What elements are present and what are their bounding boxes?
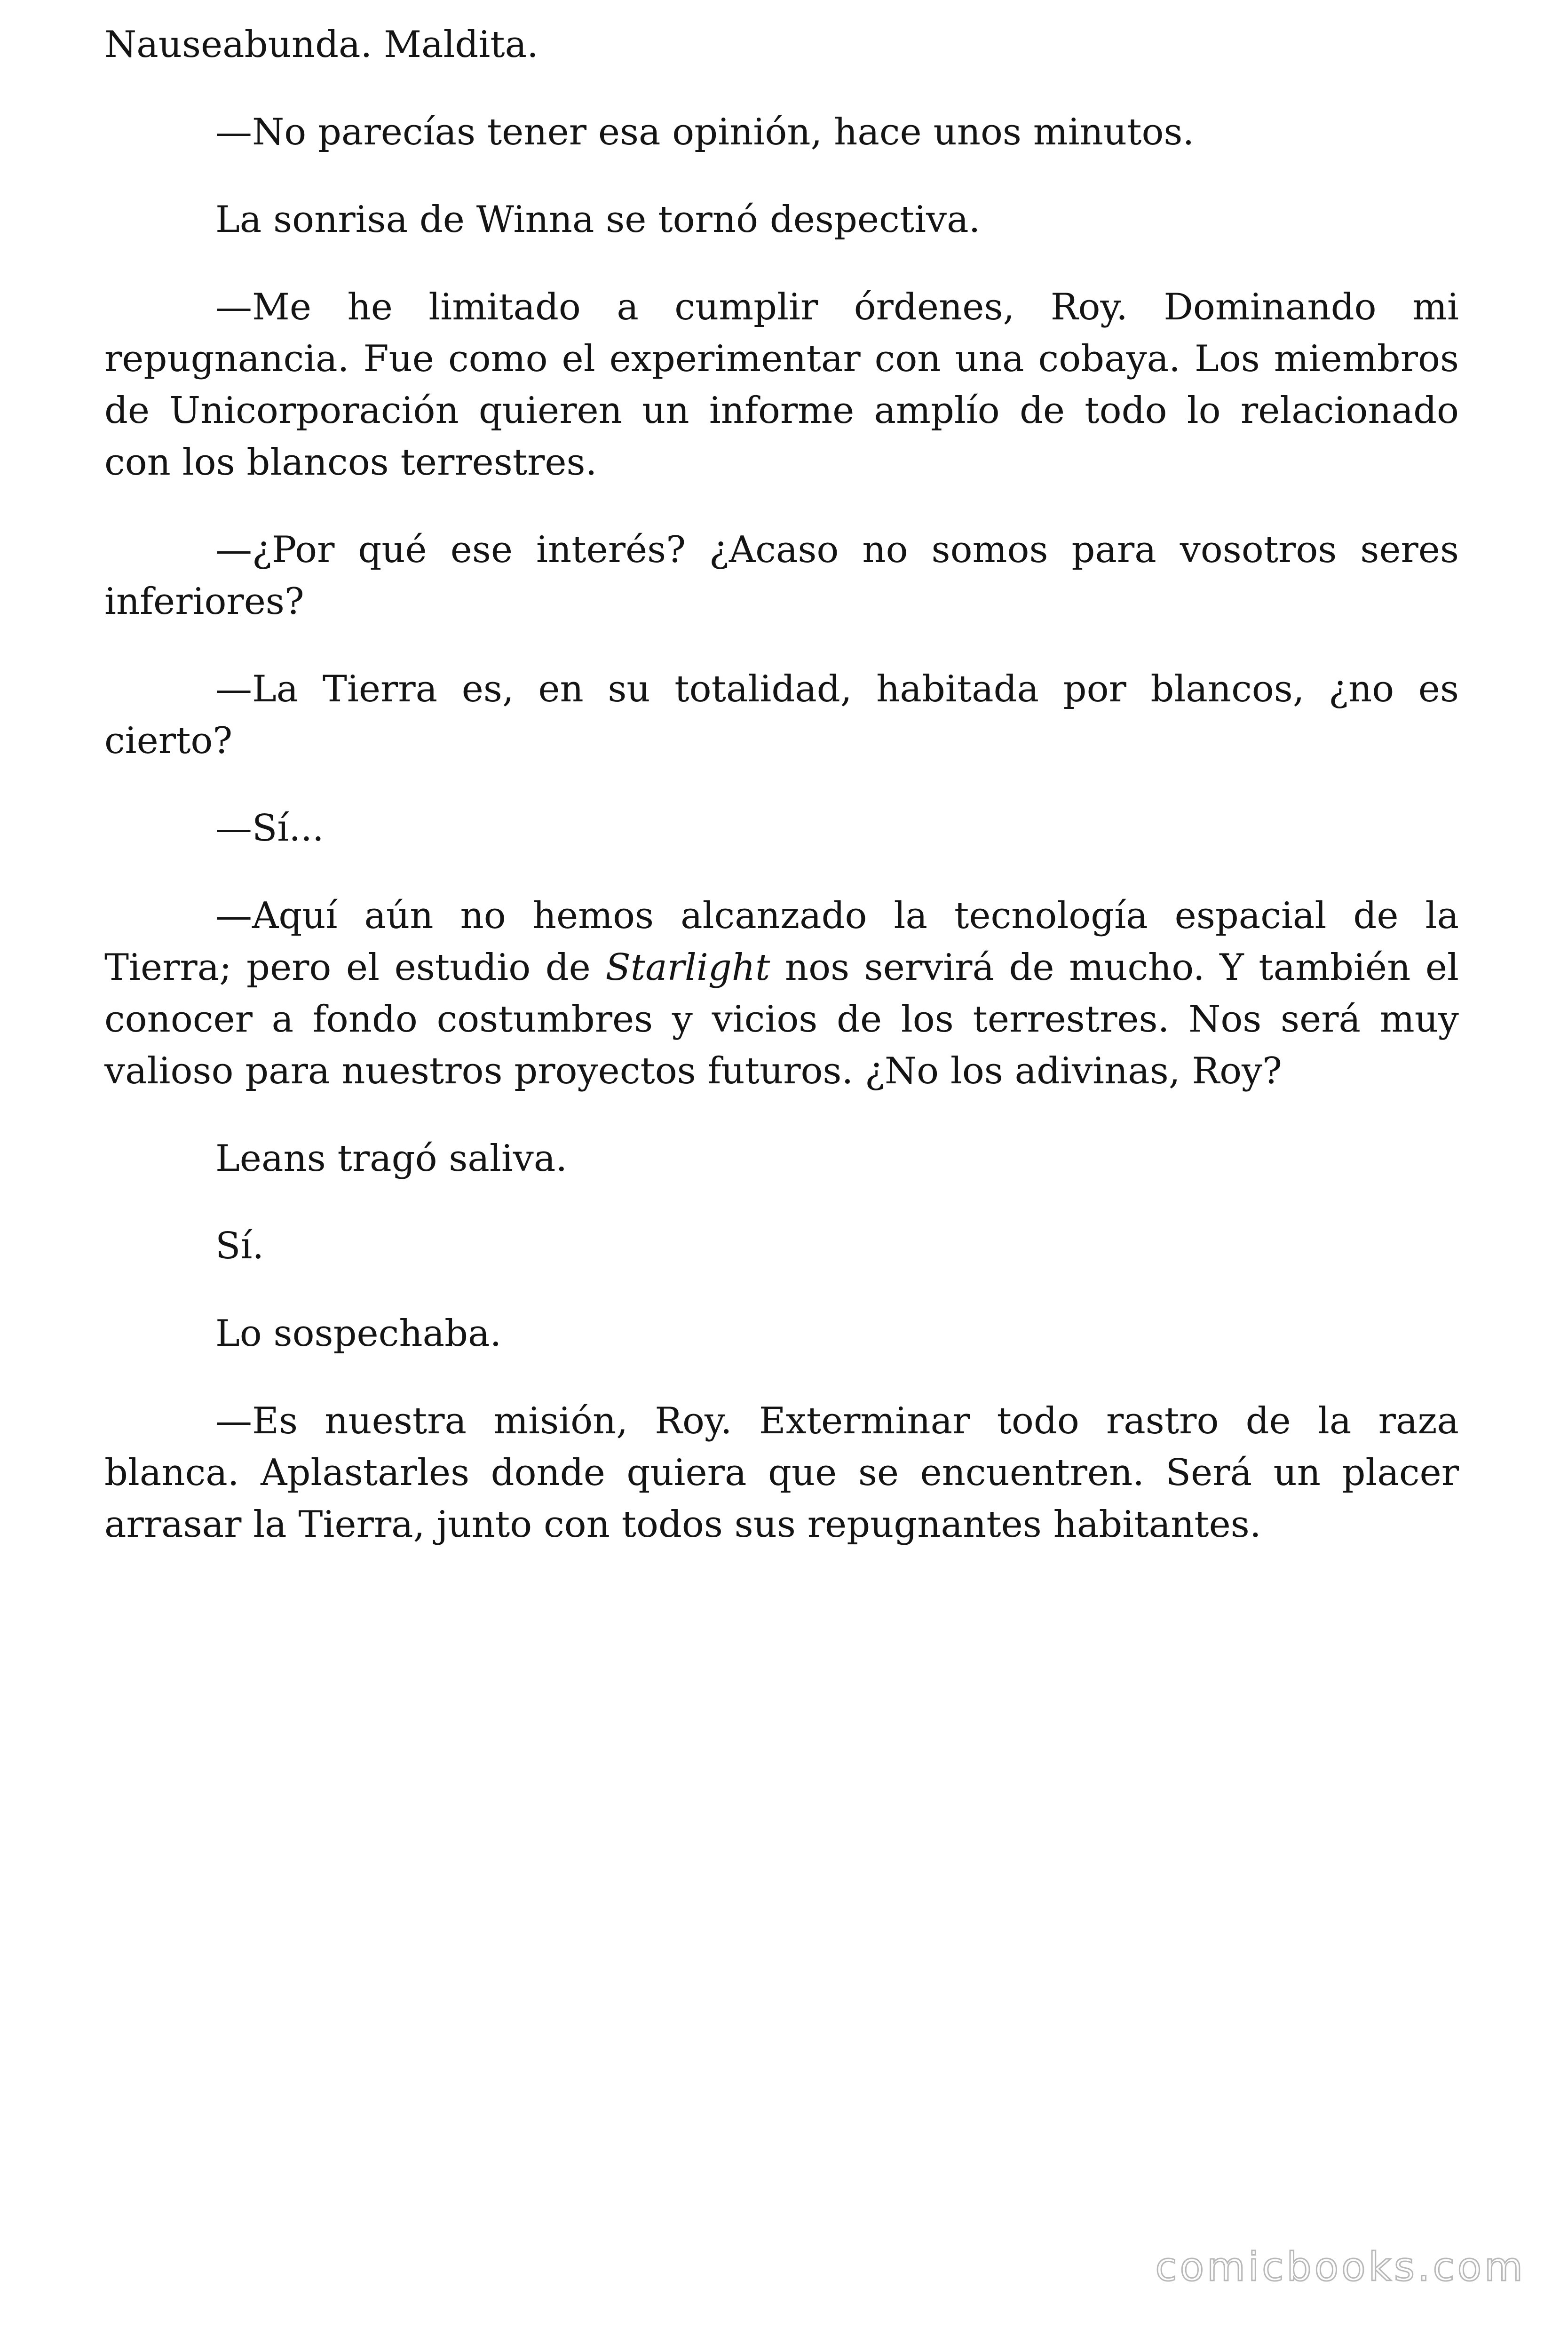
paragraph: Lo sospechaba. (215, 1312, 502, 1355)
paragraph-text: nos servirá de mucho. Y también el conocer a fondo costumbres y vicios de los terrestres. Nos será muy valioso para nuestros proyectos futuros. ¿No los adivinas, Roy? (104, 946, 1459, 1092)
paragraph: La sonrisa de Winna se tornó despectiva. (215, 199, 981, 241)
book-title-italic: Starlight (605, 946, 770, 989)
paragraph: —¿Por qué ese interés? ¿Acaso no somos para vosotros seres inferiores? (104, 529, 1459, 623)
paragraph: —No parecías tener esa opinión, hace unos minutos. (215, 111, 1195, 153)
body-text (104, 19, 1459, 1550)
paragraph: Nauseabunda. Maldita. (104, 24, 539, 66)
watermark: comicbooks.com (1155, 2244, 1526, 2290)
paragraph-text: —Aquí aún no hemos alcanzado la tecnología espacial de la Tierra; pero el estudio de (104, 895, 1459, 989)
paragraph: Leans tragó saliva. (215, 1137, 568, 1180)
paragraph: —Sí... (215, 807, 324, 850)
paragraph: —Me he limitado a cumplir órdenes, Roy. Dominando mi repugnancia. Fue como el experimentar con una cobaya. Los miembros de Unicorporación quieren un informe amplío de todo lo relacionado con los blancos terrestres. (104, 286, 1459, 484)
paragraph: —Es nuestra misión, Roy. Exterminar todo rastro de la raza blanca. Aplastarles donde quiera que se encuentren. Será un placer arrasar la Tierra, junto con todos sus repugnantes habitantes. (104, 1400, 1459, 1546)
paragraph (104, 890, 1459, 1097)
paragraph: Sí. (215, 1225, 264, 1267)
paragraph: —La Tierra es, en su totalidad, habitada por blancos, ¿no es cierto? (104, 668, 1459, 762)
